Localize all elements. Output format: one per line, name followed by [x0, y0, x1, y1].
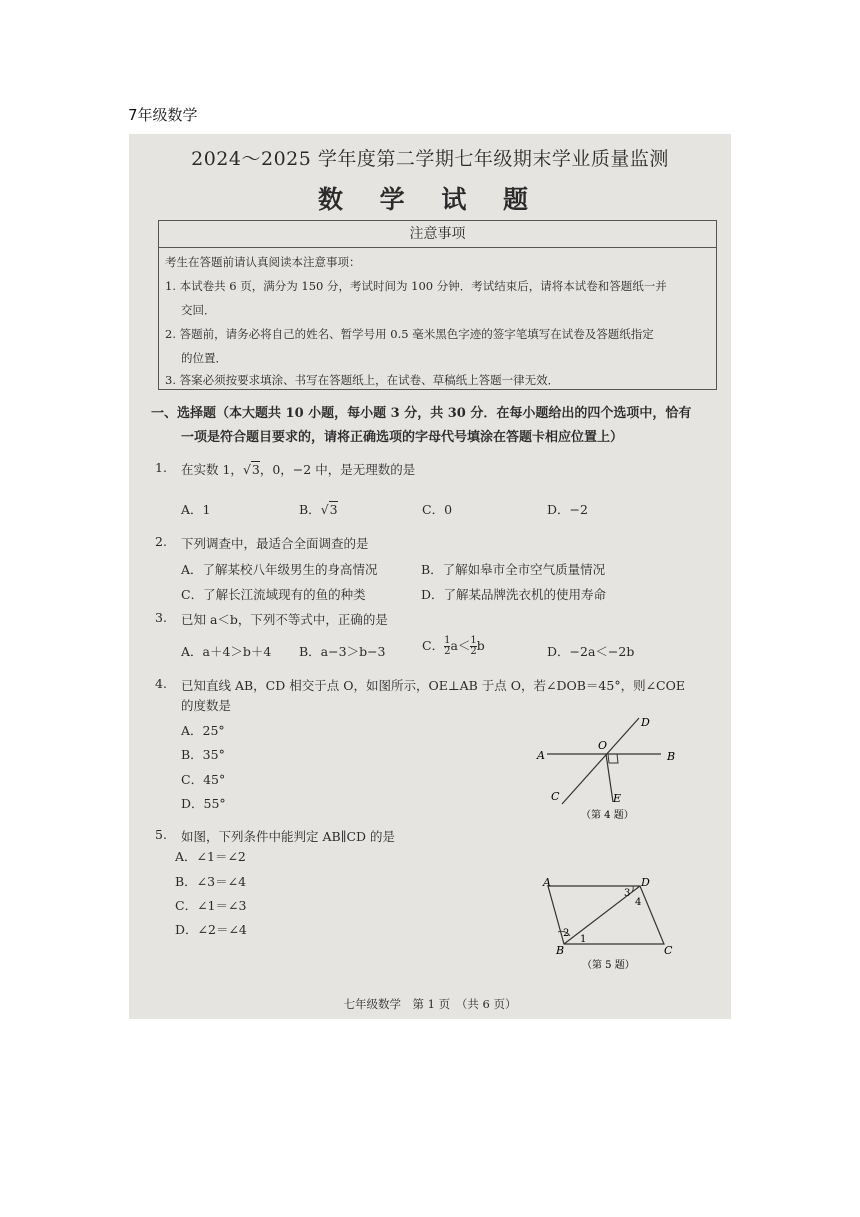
q3-option-a: A．a＋4＞b＋4 [181, 644, 272, 659]
notice-item: 1. 本试卷共 6 页，满分为 150 分，考试时间为 100 分钟．考试结束后，请将本试卷和答题纸一并 [165, 279, 667, 293]
section1-heading-line2: 一项是符合题目要求的，请将正确选项的字母代号填涂在答题卡相应位置上） [181, 430, 624, 445]
page-footer: 七年级数学 第 1 页 （共 6 页） [343, 997, 517, 1011]
question-number: 2. [155, 534, 167, 549]
q5-option-d: D．∠2＝∠4 [175, 922, 247, 937]
figure-label: E [613, 792, 622, 805]
question-4-stem-line1: 已知直线 AB，CD 相交于点 O，如图所示，OE⊥AB 于点 O，若∠DOB＝45°，则∠COE [181, 678, 685, 693]
notice-heading: 注意事项 [159, 221, 716, 248]
question-5-stem: 如图，下列条件中能判定 AB∥CD 的是 [181, 829, 396, 844]
q4-option-b: B．35° [181, 747, 225, 762]
q5-option-c: C．∠1＝∠3 [175, 898, 247, 913]
angle-label: 1 [580, 934, 587, 945]
q3-option-b: B．a−3＞b−3 [299, 644, 386, 659]
q5-figure [534, 874, 684, 974]
figure-caption: （第 5 题） [582, 960, 635, 971]
exam-paper-photo [129, 134, 731, 1019]
angle-label: 4 [635, 897, 642, 908]
exam-title: 2024～2025 学年度第二学期七年级期末学业质量监测 [191, 148, 669, 170]
notice-item: 交回． [181, 303, 216, 317]
q3-option-c-mid: a＜ [450, 638, 471, 653]
line-cd [562, 718, 639, 804]
question-3-stem: 已知 a＜b，下列不等式中，正确的是 [181, 612, 388, 627]
figure-label: D [641, 876, 650, 889]
fraction-denominator: 2 [470, 646, 477, 657]
q1-option-a: A．1 [181, 502, 211, 517]
figure-label: C [664, 944, 673, 957]
question-number: 4. [155, 676, 167, 691]
figure-label: B [667, 750, 676, 763]
question-2-stem: 下列调查中，最适合全面调查的是 [181, 536, 369, 551]
sqrt-sign: √ [320, 502, 329, 517]
question-number: 1. [155, 460, 167, 475]
question-1-stem [181, 460, 415, 478]
page-header-label: 7年级数学 [128, 106, 198, 124]
q1-stem-part: ，0，−2 中，是无理数的是 [259, 462, 416, 477]
section1-heading-line1: 一、选择题（本大题共 10 小题，每小题 3 分，共 30 分．在每小题给出的四个选项中，恰有 [151, 406, 692, 421]
fraction-numerator: 1 [444, 635, 451, 646]
fraction-numerator: 1 [470, 635, 477, 646]
sqrt-radicand: 3 [251, 462, 260, 477]
question-number: 5. [155, 827, 167, 842]
q1-option-d: D．−2 [547, 502, 588, 517]
q3-option-c [422, 636, 485, 657]
notice-item: 3. 答案必须按要求填涂、书写在答题纸上，在试卷、草稿纸上答题一律无效． [165, 373, 560, 387]
q5-option-b: B．∠3＝∠4 [175, 874, 247, 889]
q4-figure [529, 712, 689, 824]
notice-item: 2. 答题前，请务必将自己的姓名、暂学号用 0.5 毫米黑色字迹的签字笔填写在试卷及答题纸指定 [165, 327, 654, 341]
exam-subject: 数 学 试 题 [317, 185, 543, 214]
ray-oe [606, 754, 613, 802]
sqrt-sign: √ [242, 462, 251, 477]
question-4-stem-line2: 的度数是 [181, 698, 232, 713]
q3-option-c-prefix: C． [422, 638, 445, 653]
q3-option-d: D．−2a＜−2b [547, 644, 635, 659]
right-angle-mark [608, 754, 618, 763]
q4-option-c: C．45° [181, 772, 226, 787]
q4-option-d: D．55° [181, 796, 226, 811]
q2-option-a: A．了解某校八年级男生的身高情况 [181, 562, 378, 577]
fraction-denominator: 2 [444, 646, 451, 657]
q1-option-b-prefix: B． [299, 502, 321, 517]
sqrt-radicand: 3 [329, 502, 338, 517]
notice-box [158, 220, 717, 390]
q1-stem-part: 在实数 1， [181, 462, 243, 477]
figure-label: C [551, 790, 560, 803]
q1-option-b [299, 500, 338, 518]
figure-label: O [598, 739, 608, 752]
figure-label: A [543, 876, 551, 889]
q3-option-c-end: b [476, 638, 485, 653]
q4-option-a: A．25° [181, 723, 225, 738]
question-number: 3. [155, 610, 167, 625]
q5-option-a: A．∠1＝∠2 [175, 849, 246, 864]
figure-caption: （第 4 题） [581, 810, 634, 821]
q1-option-c: C．0 [422, 502, 453, 517]
notice-item: 的位置． [181, 351, 227, 365]
q2-option-c: C．了解长江流域现有的鱼的种类 [181, 587, 366, 602]
q2-option-d: D．了解某品牌洗衣机的使用寿命 [421, 587, 607, 602]
figure-label: A [537, 749, 545, 762]
q2-option-b: B．了解如皋市全市空气质量情况 [421, 562, 606, 577]
angle-label: 3 [624, 888, 631, 899]
notice-intro: 考生在答题前请认真阅读本注意事项： [165, 255, 361, 269]
figure-label: B [556, 944, 565, 957]
figure-label: D [641, 716, 650, 729]
angle-label: 2 [563, 928, 570, 939]
